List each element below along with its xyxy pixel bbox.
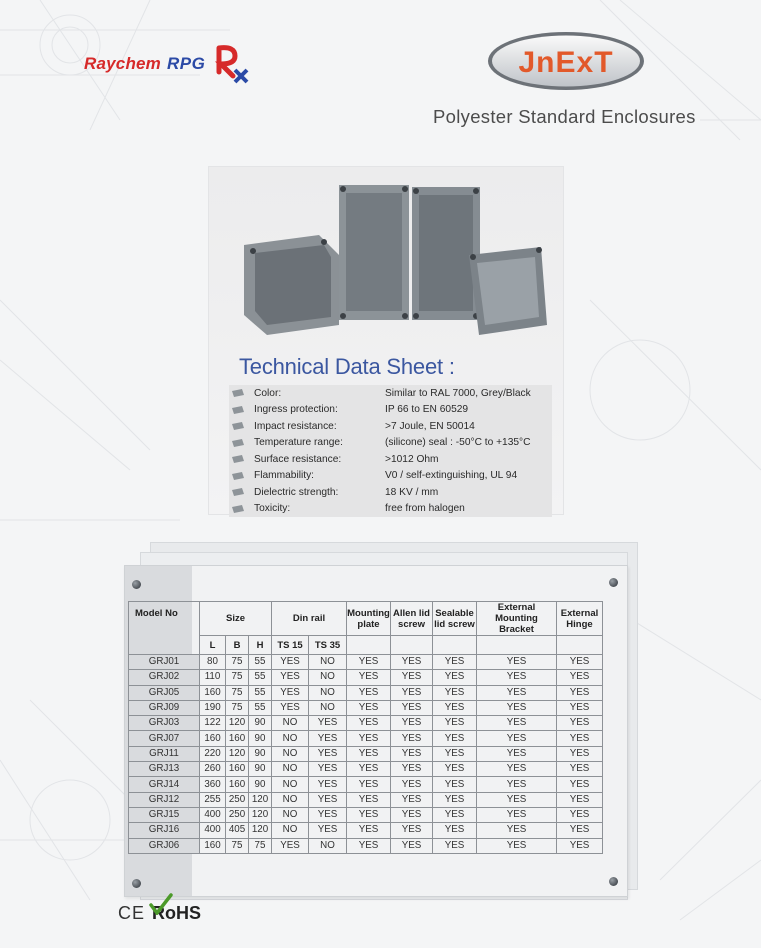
cell-size-h: 90 xyxy=(249,716,272,731)
header-mounting-plate: Mounting plate xyxy=(347,602,391,636)
cell-sealable-lid-screw: YES xyxy=(433,762,477,777)
cell-model: GRJ06 xyxy=(129,838,200,853)
cell-mounting-plate: YES xyxy=(347,777,391,792)
header-model: Model No xyxy=(129,602,200,655)
cell-allen-lid-screw: YES xyxy=(391,792,433,807)
header-allen-lid-screw: Allen lid screw xyxy=(391,602,433,636)
cell-external-hinge: YES xyxy=(557,838,603,853)
datasheet-row xyxy=(229,418,552,435)
cell-mounting-plate: YES xyxy=(347,716,391,731)
cell-mounting-plate: YES xyxy=(347,731,391,746)
table-row xyxy=(129,777,603,792)
table-row xyxy=(129,762,603,777)
bullet-icon xyxy=(232,406,244,414)
cell-sealable-lid-screw: YES xyxy=(433,670,477,685)
datasheet-row xyxy=(229,451,552,468)
datasheet-value: V0 / self-extinguishing, UL 94 xyxy=(385,470,518,482)
page-subtitle: Polyester Standard Enclosures xyxy=(433,106,696,127)
cell-size-b: 120 xyxy=(226,716,249,731)
datasheet-value: 18 KV / mm xyxy=(385,486,439,498)
cell-allen-lid-screw: YES xyxy=(391,777,433,792)
datasheet-list xyxy=(229,385,552,517)
bullet-icon xyxy=(232,488,244,496)
cell-mounting-plate: YES xyxy=(347,823,391,838)
rohs-mark xyxy=(152,903,201,924)
cell-size-l: 260 xyxy=(200,762,226,777)
cell-size-b: 75 xyxy=(226,838,249,853)
cell-mounting-plate: YES xyxy=(347,792,391,807)
cell-model: GRJ07 xyxy=(129,731,200,746)
cell-allen-lid-screw: YES xyxy=(391,655,433,670)
cell-din-ts35: NO xyxy=(309,670,347,685)
cell-external-hinge: YES xyxy=(557,731,603,746)
cell-model: GRJ03 xyxy=(129,716,200,731)
cell-external-hinge: YES xyxy=(557,823,603,838)
cell-din-ts35: NO xyxy=(309,838,347,853)
cell-external-hinge: YES xyxy=(557,685,603,700)
cell-model: GRJ12 xyxy=(129,792,200,807)
cell-size-l: 110 xyxy=(200,670,226,685)
cell-size-h: 90 xyxy=(249,746,272,761)
cell-sealable-lid-screw: YES xyxy=(433,777,477,792)
cell-size-b: 160 xyxy=(226,777,249,792)
datasheet-row xyxy=(229,385,552,402)
cell-size-b: 405 xyxy=(226,823,249,838)
cell-external-hinge: YES xyxy=(557,670,603,685)
datasheet-value: >1012 Ohm xyxy=(385,453,439,465)
table-row xyxy=(129,823,603,838)
cell-size-h: 90 xyxy=(249,762,272,777)
cell-size-l: 80 xyxy=(200,655,226,670)
cell-din-ts35: NO xyxy=(309,700,347,715)
header-blank xyxy=(391,636,433,655)
datasheet-label: Temperature range: xyxy=(254,437,343,449)
datasheet-label: Ingress protection: xyxy=(254,404,338,416)
bullet-icon xyxy=(232,455,244,463)
cell-mounting-plate: YES xyxy=(347,746,391,761)
header-blank xyxy=(477,636,557,655)
certifications xyxy=(118,903,201,924)
header-b: B xyxy=(226,636,249,655)
cell-mounting-plate: YES xyxy=(347,762,391,777)
cell-size-l: 255 xyxy=(200,792,226,807)
header-blank xyxy=(347,636,391,655)
cell-mounting-plate: YES xyxy=(347,838,391,853)
screw-icon xyxy=(609,578,618,587)
cell-external-mounting-bracket: YES xyxy=(477,777,557,792)
model-table-panel xyxy=(124,565,628,897)
cell-model: GRJ02 xyxy=(129,670,200,685)
header-ts15: TS 15 xyxy=(272,636,309,655)
cell-external-mounting-bracket: YES xyxy=(477,792,557,807)
cell-external-hinge: YES xyxy=(557,777,603,792)
cell-size-b: 120 xyxy=(226,746,249,761)
table-row xyxy=(129,685,603,700)
brand-jnext: JnExT xyxy=(518,46,614,79)
cell-size-h: 120 xyxy=(249,807,272,822)
cell-din-ts15: NO xyxy=(272,731,309,746)
header-external-hinge: External Hinge xyxy=(557,602,603,636)
cell-allen-lid-screw: YES xyxy=(391,716,433,731)
cell-mounting-plate: YES xyxy=(347,655,391,670)
rohs-label: RoHS xyxy=(152,903,202,923)
cell-din-ts15: NO xyxy=(272,823,309,838)
cell-allen-lid-screw: YES xyxy=(391,700,433,715)
datasheet-value: free from halogen xyxy=(385,503,465,515)
cell-size-b: 75 xyxy=(226,670,249,685)
cell-din-ts35: YES xyxy=(309,777,347,792)
table-row xyxy=(129,807,603,822)
header-external-mounting-bracket: External Mounting Bracket xyxy=(477,602,557,636)
bullet-icon xyxy=(232,505,244,513)
cell-external-hinge: YES xyxy=(557,746,603,761)
cell-mounting-plate: YES xyxy=(347,807,391,822)
cell-allen-lid-screw: YES xyxy=(391,746,433,761)
header-sealable-lid-screw: Sealable lid screw xyxy=(433,602,477,636)
cell-din-ts15: YES xyxy=(272,700,309,715)
datasheet-row xyxy=(229,501,552,518)
cell-external-mounting-bracket: YES xyxy=(477,762,557,777)
raychem-rpg-logo xyxy=(84,44,251,84)
cell-external-mounting-bracket: YES xyxy=(477,700,557,715)
screw-icon xyxy=(132,580,141,589)
datasheet-label: Impact resistance: xyxy=(254,420,337,432)
datasheet-title: Technical Data Sheet : xyxy=(239,354,455,379)
header-blank xyxy=(433,636,477,655)
cell-external-hinge: YES xyxy=(557,792,603,807)
cell-model: GRJ14 xyxy=(129,777,200,792)
cell-model: GRJ05 xyxy=(129,685,200,700)
cell-allen-lid-screw: YES xyxy=(391,762,433,777)
brand-rpg: RPG xyxy=(167,54,206,73)
cell-external-mounting-bracket: YES xyxy=(477,807,557,822)
cell-din-ts15: YES xyxy=(272,670,309,685)
cell-din-ts35: YES xyxy=(309,731,347,746)
check-icon xyxy=(149,893,173,915)
cell-sealable-lid-screw: YES xyxy=(433,655,477,670)
datasheet-label: Toxicity: xyxy=(254,503,291,515)
cell-mounting-plate: YES xyxy=(347,685,391,700)
cell-external-mounting-bracket: YES xyxy=(477,746,557,761)
table-row xyxy=(129,716,603,731)
cell-external-hinge: YES xyxy=(557,762,603,777)
cell-sealable-lid-screw: YES xyxy=(433,792,477,807)
cell-din-ts15: NO xyxy=(272,807,309,822)
cell-external-hinge: YES xyxy=(557,716,603,731)
cell-size-b: 160 xyxy=(226,762,249,777)
header-l: L xyxy=(200,636,226,655)
cell-size-h: 55 xyxy=(249,655,272,670)
datasheet-row xyxy=(229,468,552,485)
cell-external-hinge: YES xyxy=(557,700,603,715)
cell-size-l: 360 xyxy=(200,777,226,792)
cell-size-l: 160 xyxy=(200,731,226,746)
cell-size-b: 250 xyxy=(226,792,249,807)
datasheet-row xyxy=(229,435,552,452)
screw-icon xyxy=(132,879,141,888)
table-row xyxy=(129,731,603,746)
cell-size-b: 250 xyxy=(226,807,249,822)
datasheet-label: Flammability: xyxy=(254,470,315,482)
cell-size-h: 55 xyxy=(249,700,272,715)
datasheet-row xyxy=(229,484,552,501)
cell-external-mounting-bracket: YES xyxy=(477,716,557,731)
cell-din-ts35: YES xyxy=(309,792,347,807)
cell-sealable-lid-screw: YES xyxy=(433,685,477,700)
cell-size-l: 160 xyxy=(200,685,226,700)
table-row xyxy=(129,746,603,761)
datasheet-value: Similar to RAL 7000, Grey/Black xyxy=(385,387,531,399)
cell-size-h: 90 xyxy=(249,777,272,792)
table-row xyxy=(129,700,603,715)
cell-din-ts35: YES xyxy=(309,823,347,838)
cell-sealable-lid-screw: YES xyxy=(433,807,477,822)
cell-external-mounting-bracket: YES xyxy=(477,838,557,853)
cell-size-b: 75 xyxy=(226,700,249,715)
table-row xyxy=(129,792,603,807)
cell-din-ts15: YES xyxy=(272,655,309,670)
cell-size-h: 120 xyxy=(249,792,272,807)
cell-size-h: 75 xyxy=(249,838,272,853)
cell-din-ts15: YES xyxy=(272,685,309,700)
table-row xyxy=(129,670,603,685)
cell-external-mounting-bracket: YES xyxy=(477,685,557,700)
datasheet-value: IP 66 to EN 60529 xyxy=(385,404,469,416)
model-table-body xyxy=(129,655,603,854)
cell-din-ts15: NO xyxy=(272,746,309,761)
datasheet-label: Dielectric strength: xyxy=(254,486,339,498)
datasheet-card xyxy=(209,167,563,514)
cell-sealable-lid-screw: YES xyxy=(433,823,477,838)
rpg-mark-icon xyxy=(213,44,251,84)
bullet-icon xyxy=(232,422,244,430)
brand-raychem: Raychem xyxy=(84,54,161,73)
cell-din-ts15: YES xyxy=(272,838,309,853)
cell-external-hinge: YES xyxy=(557,655,603,670)
cell-external-mounting-bracket: YES xyxy=(477,655,557,670)
cell-size-l: 122 xyxy=(200,716,226,731)
cell-model: GRJ11 xyxy=(129,746,200,761)
cell-din-ts15: NO xyxy=(272,716,309,731)
header-blank xyxy=(557,636,603,655)
cell-allen-lid-screw: YES xyxy=(391,823,433,838)
cell-mounting-plate: YES xyxy=(347,670,391,685)
cell-size-h: 55 xyxy=(249,685,272,700)
cell-size-l: 220 xyxy=(200,746,226,761)
cell-external-mounting-bracket: YES xyxy=(477,731,557,746)
cell-din-ts35: YES xyxy=(309,746,347,761)
cell-din-ts35: YES xyxy=(309,807,347,822)
cell-allen-lid-screw: YES xyxy=(391,731,433,746)
table-row xyxy=(129,838,603,853)
table-row xyxy=(129,655,603,670)
cell-model: GRJ09 xyxy=(129,700,200,715)
cell-din-ts35: YES xyxy=(309,762,347,777)
cell-din-ts35: NO xyxy=(309,655,347,670)
cell-sealable-lid-screw: YES xyxy=(433,838,477,853)
cell-size-l: 400 xyxy=(200,823,226,838)
enclosures-photo xyxy=(229,175,549,345)
bullet-icon xyxy=(232,389,244,397)
cell-external-hinge: YES xyxy=(557,807,603,822)
bullet-icon xyxy=(232,439,244,447)
jnext-logo xyxy=(486,30,646,92)
cell-size-l: 400 xyxy=(200,807,226,822)
cell-size-h: 90 xyxy=(249,731,272,746)
cell-allen-lid-screw: YES xyxy=(391,807,433,822)
datasheet-label: Surface resistance: xyxy=(254,453,342,465)
cell-mounting-plate: YES xyxy=(347,700,391,715)
cell-din-ts15: NO xyxy=(272,792,309,807)
header-size: Size xyxy=(200,602,272,636)
ce-mark: CE xyxy=(118,903,146,923)
bullet-icon xyxy=(232,472,244,480)
header-ts35: TS 35 xyxy=(309,636,347,655)
datasheet-row xyxy=(229,402,552,419)
cell-din-ts35: YES xyxy=(309,716,347,731)
cell-allen-lid-screw: YES xyxy=(391,670,433,685)
cell-size-l: 190 xyxy=(200,700,226,715)
cell-allen-lid-screw: YES xyxy=(391,685,433,700)
cell-model: GRJ16 xyxy=(129,823,200,838)
cell-size-b: 75 xyxy=(226,685,249,700)
cell-model: GRJ13 xyxy=(129,762,200,777)
cell-din-ts35: NO xyxy=(309,685,347,700)
cell-size-b: 160 xyxy=(226,731,249,746)
cell-sealable-lid-screw: YES xyxy=(433,746,477,761)
cell-model: GRJ01 xyxy=(129,655,200,670)
datasheet-value: >7 Joule, EN 50014 xyxy=(385,420,475,432)
cell-sealable-lid-screw: YES xyxy=(433,700,477,715)
cell-din-ts15: NO xyxy=(272,777,309,792)
cell-size-h: 55 xyxy=(249,670,272,685)
model-table xyxy=(128,601,603,854)
cell-size-l: 160 xyxy=(200,838,226,853)
cell-allen-lid-screw: YES xyxy=(391,838,433,853)
header-h: H xyxy=(249,636,272,655)
cell-din-ts15: NO xyxy=(272,762,309,777)
header-din-rail: Din rail xyxy=(272,602,347,636)
cell-sealable-lid-screw: YES xyxy=(433,716,477,731)
cell-external-mounting-bracket: YES xyxy=(477,823,557,838)
cell-size-h: 120 xyxy=(249,823,272,838)
screw-icon xyxy=(609,877,618,886)
cell-sealable-lid-screw: YES xyxy=(433,731,477,746)
datasheet-value: (silicone) seal : -50°C to +135°C xyxy=(385,437,531,449)
cell-external-mounting-bracket: YES xyxy=(477,670,557,685)
cell-model: GRJ15 xyxy=(129,807,200,822)
datasheet-label: Color: xyxy=(254,387,282,399)
cell-size-b: 75 xyxy=(226,655,249,670)
